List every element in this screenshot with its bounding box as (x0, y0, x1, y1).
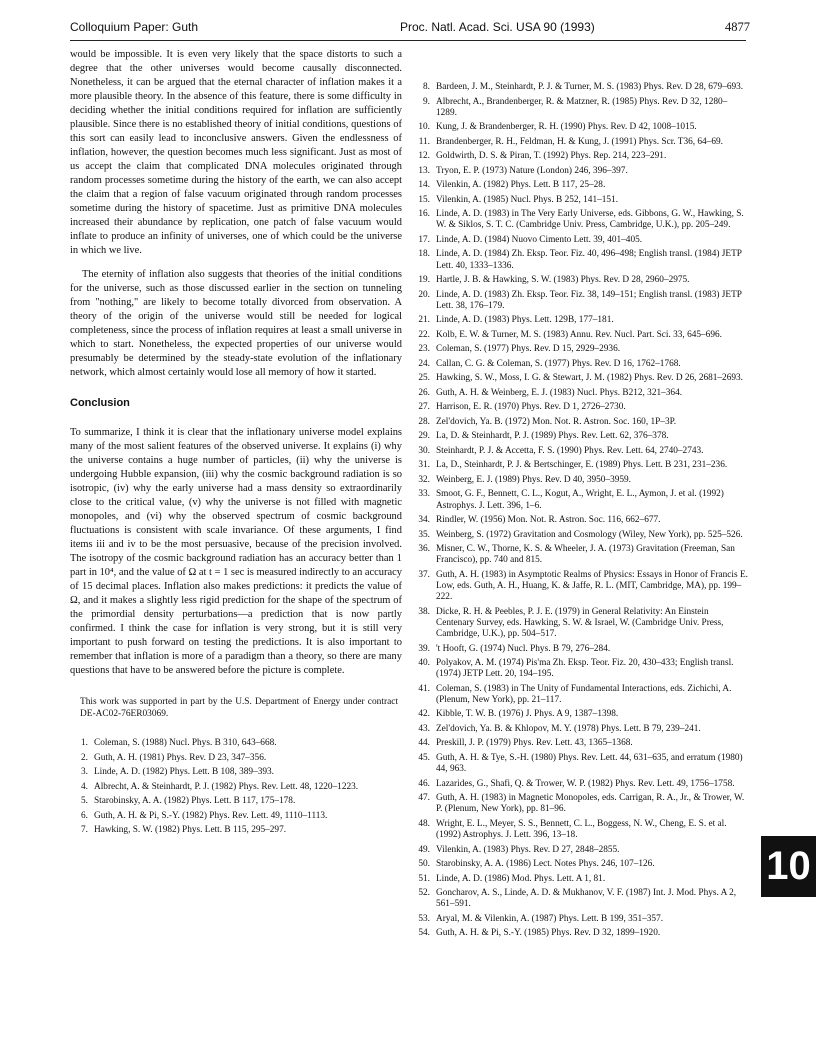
reference-number: 52. (418, 888, 430, 899)
reference-number: 20. (418, 289, 430, 300)
reference-item (412, 738, 748, 749)
reference-number: 28. (418, 416, 430, 427)
reference-text: Coleman, S. (1977) Phys. Rev. D 15, 2929–2936. (436, 344, 621, 355)
reference-number: 45. (418, 752, 430, 763)
reference-number: 40. (418, 658, 430, 669)
reference-item (70, 738, 402, 749)
reference-number: 21. (418, 315, 430, 326)
reference-item (412, 489, 748, 511)
section-heading: Conclusion (70, 397, 130, 409)
reference-item (412, 914, 748, 925)
reference-item (412, 530, 748, 541)
reference-number: 46. (418, 778, 430, 789)
reference-text: La, D., Steinhardt, P. J. & Bertschinger, E. (1989) Phys. Lett. B 231, 231–236. (436, 460, 728, 471)
reference-number: 31. (418, 460, 430, 471)
reference-text: Guth, A. H. (1983) in Asymptotic Realms of Physics: Essays in Honor of Francis E. Low, eds. Guth, A. H., Huang, K. & Jaffe, R. L. (MIT, Cambridge, MA), pp. 199–222. (436, 569, 748, 603)
reference-number: 14. (418, 180, 430, 191)
reference-text: Kung, J. & Brandenberger, R. H. (1990) Phys. Rev. D 42, 1008–1015. (436, 122, 697, 133)
reference-number: 23. (418, 344, 430, 355)
reference-text: Bardeen, J. M., Steinhardt, P. J. & Turner, M. S. (1983) Phys. Rev. D 28, 679–693. (436, 82, 744, 92)
reference-number: 11. (418, 136, 430, 147)
reference-text: Dicke, R. H. & Peebles, P. J. E. (1979) in General Relativity: An Einstein Centenary Survey, eds. Hawking, S. W. & Israel, W. (Cambridge Univ. Press, Cambridge, U.K.), pp. 504–517. (436, 606, 724, 640)
reference-item (412, 97, 748, 119)
reference-text: Linde, A. D. (1982) Phys. Lett. B 108, 389–393. (94, 767, 274, 777)
reference-item (70, 796, 402, 807)
reference-text: Linde, A. D. (1984) Nuovo Cimento Lett. 39, 401–405. (436, 234, 643, 245)
reference-item (70, 753, 402, 764)
reference-item (412, 544, 748, 566)
reference-item (412, 388, 748, 399)
reference-item (412, 195, 748, 206)
reference-text: Preskill, J. P. (1979) Phys. Rev. Lett. 43, 1365–1368. (436, 738, 633, 749)
reference-item (412, 151, 748, 162)
reference-text: Wright, E. L., Meyer, S. S., Bennett, C. L., Boggess, N. W., Cheng, E. S. et al. (1992) Astrophys. J. Lett. 396, 13–18. (436, 818, 727, 841)
reference-item (412, 753, 748, 775)
reference-number: 36. (418, 544, 430, 555)
reference-number: 9. (423, 96, 430, 107)
reference-number: 25. (418, 373, 430, 384)
reference-number: 18. (418, 249, 430, 260)
reference-text: Guth, A. H. & Pi, S.-Y. (1985) Phys. Rev. D 32, 1899–1920. (436, 928, 661, 939)
reference-list-left (70, 738, 402, 836)
reference-text: Hartle, J. B. & Hawking, S. W. (1983) Phys. Rev. D 28, 2960–2975. (436, 275, 690, 286)
reference-number: 49. (418, 844, 430, 855)
reference-text: Albrecht, A., Brandenberger, R. & Matzner, R. (1985) Phys. Rev. D 32, 1280–1289. (436, 96, 728, 118)
reference-number: 50. (418, 859, 430, 870)
reference-item (412, 315, 748, 326)
reference-number: 29. (418, 431, 430, 442)
reference-text: Kolb, E. W. & Turner, M. S. (1983) Annu. Rev. Nucl. Part. Sci. 33, 645–696. (436, 329, 722, 340)
reference-text: Coleman, S. (1988) Nucl. Phys. B 310, 643–668. (94, 738, 277, 748)
reference-text: Polyakov, A. M. (1974) Pis'ma Zh. Eksp. Teor. Fiz. 20, 430–433; English transl. (1974) JETP Lett. 20, 194–195. (436, 658, 734, 680)
reference-text: Guth, A. H. & Pi, S.-Y. (1982) Phys. Rev. Lett. 49, 1110–1113. (94, 810, 328, 821)
reference-text: Starobinsky, A. A. (1986) Lect. Notes Phys. 246, 107–126. (436, 859, 655, 870)
reference-number: 39. (418, 643, 430, 654)
reference-item (412, 122, 748, 133)
reference-item (412, 644, 748, 655)
body-paragraph: The eternity of inflation also suggests that theories of the initial conditions for the universe, such as those discussed earlier in the section on tunneling from "nothing," are likely to become totally divorced from observation. A theory of the origin of the universe would still be needed for logical completeness, since the process of inflation requires at least a small universe in which to start. Nonetheless, the expected properties of our universe would presumably be determined by the steady-state evolution of the inflationary network, which almost certainly would lose all memory of how it started. (70, 269, 402, 378)
reference-number: 37. (418, 569, 430, 580)
reference-item (412, 249, 748, 271)
reference-number: 8. (423, 82, 430, 92)
reference-item (412, 570, 748, 604)
reference-item (412, 709, 748, 720)
section-tab-marker: 10 (761, 836, 816, 897)
reference-number: 13. (418, 165, 430, 176)
reference-item (412, 684, 748, 706)
header-journal: Proc. Natl. Acad. Sci. USA 90 (1993) (400, 20, 595, 34)
reference-item (412, 402, 748, 413)
reference-number: 27. (418, 402, 430, 413)
reference-item (70, 782, 402, 793)
reference-item (412, 373, 748, 384)
reference-item (412, 859, 748, 870)
reference-number: 3. (81, 767, 88, 777)
reference-text: Vilenkin, A. (1985) Nucl. Phys. B 252, 141–151. (436, 194, 619, 205)
reference-number: 47. (418, 793, 430, 804)
acknowledgment: This work was supported in part by the U.S. Department of Energy under contract DE-AC02-76ER03069. (80, 697, 398, 719)
reference-text: Misner, C. W., Thorne, K. S. & Wheeler, J. A. (1973) Gravitation (Freeman, San Francisco), pp. 740 and 815. (436, 544, 735, 566)
reference-item (412, 819, 748, 841)
page-number: 4877 (725, 20, 750, 34)
reference-text: Guth, A. H. & Weinberg, E. J. (1983) Nucl. Phys. B212, 321–364. (436, 387, 683, 398)
reference-item (70, 767, 402, 778)
reference-number: 16. (418, 209, 430, 220)
conclusion-paragraph: To summarize, I think it is clear that the inflationary universe model explains many of the most salient features of the observed universe. It explains (i) why the universe contains a huge number of particles, (ii) why the universe is undergoing Hubble expansion, (iii) why the cosmic background radiation is so isotropic, (iv) why the early universe had a mass density so extraordinarily close to the critical value, (v) why the universe is not filled with magnetic monopoles, and (vi) why the observed spectrum of cosmic background fluctuations is consistent with scale invariance. Of these arguments, I find items iii and iv to be the most persuasive, because of the precision involved. The isotropy of the cosmic background radiation has an accuracy better than 1 part in 10⁴, and the value of Ω at t = 1 sec is measured indirectly to an accuracy of 15 decimal places. Inflation also makes predictions: it predicts the value of Ω, and it makes a slightly less rigid prediction for the shape of the spectrum of the primordial density perturbations—a prediction that is now partly confirmed. I think the case for inflation is very strong, but it is still very important to push forward on testing the predictions. It is also important to remember that inflation is more of a paradigm than a theory, so there are many questions that have to be answered before the picture is complete. (70, 427, 402, 676)
reference-item (412, 460, 748, 471)
reference-text: Coleman, S. (1983) in The Unity of Fundamental Interactions, eds. Zichichi, A. (Plenum, New York), pp. 21–117. (436, 683, 732, 705)
reference-item (412, 515, 748, 526)
reference-item (412, 845, 748, 856)
reference-text: Linde, A. D. (1986) Mod. Phys. Lett. A 1, 81. (436, 873, 606, 884)
reference-number: 33. (418, 489, 430, 500)
reference-item (412, 475, 748, 486)
reference-number: 4. (81, 781, 88, 792)
reference-text: Callan, C. G. & Coleman, S. (1977) Phys. Rev. D 16, 1762–1768. (436, 358, 681, 369)
reference-number: 43. (418, 723, 430, 734)
reference-text: Zel'dovich, Ya. B. (1972) Mon. Not. R. Astron. Soc. 160, 1P–3P. (436, 416, 677, 427)
reference-item (412, 724, 748, 735)
reference-number: 35. (418, 529, 430, 540)
reference-number: 7. (81, 825, 88, 835)
reference-list-right (412, 82, 748, 943)
reference-item (412, 209, 748, 231)
reference-number: 24. (418, 358, 430, 369)
reference-text: Tryon, E. P. (1973) Nature (London) 246, 396–397. (436, 165, 628, 176)
body-paragraph: would be impossible. It is even very likely that the space distorts to such a degree that the other universes would become causally disconnected. Nonetheless, it can be argued that the eternal character of inflation makes it a more plausible theory. In the absence of this feature, there is some difficulty in deciding whether the initial conditions required for inflation are sufficiently plausible. Since there is no established theory of initial conditions, questions of this sort can easily lead to inconclusive answers. Given the endlessness of inflation, however, the question becomes much less significant. Just as most of us accept the claim that complicated DNA molecules originated through random processes sometime during the history of the earth, we can also accept the claim that a region of false vacuum originated through random processes sometime during the history of spacetime. Just as primitive DNA molecules increased their abundance by replication, one patch of false vacuum would inflate to produce an infinity of universes, one of which could be the universe in which we live. (70, 49, 402, 256)
reference-item (412, 180, 748, 191)
header-title: Colloquium Paper: Guth (70, 20, 199, 34)
reference-text: Goncharov, A. S., Linde, A. D. & Mukhanov, V. F. (1987) Int. J. Mod. Phys. A 2, 561–591. (436, 888, 737, 910)
reference-number: 34. (418, 515, 430, 526)
reference-item (412, 166, 748, 177)
reference-item (412, 888, 748, 910)
reference-number: 48. (418, 818, 430, 829)
reference-item (412, 658, 748, 680)
reference-text: Rindler, W. (1956) Mon. Not. R. Astron. Soc. 116, 662–677. (436, 515, 661, 526)
reference-item (412, 290, 748, 312)
reference-text: Linde, A. D. (1983) Zh. Eksp. Teor. Fiz. 38, 149–151; English transl. (1983) JETP Lett. 38, 176–179. (436, 289, 742, 311)
reference-text: Smoot, G. F., Bennett, C. L., Kogut, A., Wright, E. L., Aymon, J. et al. (1992) Astrophys. J. Lett. 396, 1–6. (436, 489, 724, 511)
reference-number: 12. (418, 151, 430, 162)
reference-text: La, D. & Steinhardt, P. J. (1989) Phys. Rev. Lett. 62, 376–378. (436, 431, 669, 442)
reference-text: Albrecht, A. & Steinhardt, P. J. (1982) Phys. Rev. Lett. 48, 1220–1223. (94, 781, 359, 792)
reference-number: 53. (418, 913, 430, 924)
reference-number: 42. (418, 709, 430, 720)
reference-item (412, 137, 748, 148)
reference-text: Guth, A. H. & Tye, S.-H. (1980) Phys. Rev. Lett. 44, 631–635, and erratum (1980) 44, 963. (436, 752, 743, 775)
reference-number: 1. (81, 738, 88, 748)
reference-number: 15. (418, 194, 430, 205)
reference-text: Vilenkin, A. (1982) Phys. Lett. B 117, 25–28. (436, 180, 606, 191)
reference-text: Weinberg, E. J. (1989) Phys. Rev. D 40, 3950–3959. (436, 474, 631, 485)
reference-number: 2. (81, 752, 88, 763)
reference-text: Vilenkin, A. (1983) Phys. Rev. D 27, 2848–2855. (436, 844, 620, 855)
reference-number: 10. (418, 122, 430, 133)
reference-item (412, 793, 748, 815)
reference-item (412, 235, 748, 246)
reference-number: 5. (81, 796, 88, 806)
reference-item (70, 825, 402, 836)
reference-text: Steinhardt, P. J. & Accetta, F. S. (1990) Phys. Rev. Lett. 64, 2740–2743. (436, 445, 704, 456)
reference-text: 't Hooft, G. (1974) Nucl. Phys. B 79, 276–284. (436, 643, 611, 654)
reference-item (412, 874, 748, 885)
reference-item (412, 344, 748, 355)
reference-number: 22. (418, 329, 430, 340)
reference-item (412, 431, 748, 442)
reference-number: 38. (418, 606, 430, 617)
reference-text: Guth, A. H. (1983) in Magnetic Monopoles, eds. Carrigan, R. A., Jr., & Trower, W. P. (Plenum, New York), pp. 81–96. (436, 793, 745, 815)
reference-text: Brandenberger, R. H., Feldman, H. & Kung, J. (1991) Phys. Scr. T36, 64–69. (436, 136, 723, 147)
reference-item (412, 82, 748, 93)
reference-number: 19. (418, 275, 430, 286)
reference-number: 30. (418, 445, 430, 456)
reference-text: Linde, A. D. (1983) in The Very Early Universe, eds. Gibbons, G. W., Hawking, S. W. & Siklos, S. T. C. (Cambridge Univ. Press, Cambridge, U.K.), pp. 205–249. (436, 209, 744, 231)
reference-item (412, 779, 748, 790)
reference-text: Aryal, M. & Vilenkin, A. (1987) Phys. Lett. B 199, 351–357. (436, 913, 664, 924)
reference-text: Lazarides, G., Shafi, Q. & Trower, W. P. (1982) Phys. Rev. Lett. 49, 1756–1758. (436, 778, 735, 789)
reference-text: Linde, A. D. (1984) Zh. Eksp. Teor. Fiz. 40, 496–498; English transl. (1984) JETP Lett. 40, 1333–1336. (436, 249, 742, 271)
reference-text: Goldwirth, D. S. & Piran, T. (1992) Phys. Rep. 214, 223–291. (436, 151, 667, 162)
reference-item (412, 928, 748, 939)
reference-text: Linde, A. D. (1983) Phys. Lett. 129B, 177–181. (436, 315, 614, 326)
reference-number: 6. (81, 810, 88, 821)
reference-item (412, 446, 748, 457)
reference-text: Zel'dovich, Ya. B. & Khlopov, M. Y. (1978) Phys. Lett. B 79, 239–241. (436, 723, 701, 734)
reference-text: Kibble, T. W. B. (1976) J. Phys. A 9, 1387–1398. (436, 709, 619, 720)
reference-number: 32. (418, 474, 430, 485)
reference-item (412, 417, 748, 428)
reference-number: 26. (418, 387, 430, 398)
reference-text: Hawking, S. W., Moss, I. G. & Stewart, J. M. (1982) Phys. Rev. D 26, 2681–2693. (436, 373, 743, 384)
reference-number: 54. (418, 928, 430, 939)
running-header (70, 20, 750, 36)
reference-item (412, 275, 748, 286)
left-column (70, 48, 402, 840)
reference-number: 17. (418, 234, 430, 245)
reference-text: Hawking, S. W. (1982) Phys. Lett. B 115, 295–297. (94, 825, 287, 835)
header-rule (70, 40, 746, 41)
reference-item (70, 811, 402, 822)
reference-number: 44. (418, 738, 430, 749)
reference-number: 41. (418, 683, 430, 694)
reference-text: Starobinsky, A. A. (1982) Phys. Lett. B 117, 175–178. (94, 796, 296, 806)
reference-text: Guth, A. H. (1981) Phys. Rev. D 23, 347–356. (94, 752, 267, 763)
reference-item (412, 607, 748, 641)
reference-text: Harrison, E. R. (1970) Phys. Rev. D 1, 2726–2730. (436, 402, 626, 413)
reference-item (412, 359, 748, 370)
reference-item (412, 330, 748, 341)
reference-number: 51. (418, 873, 430, 884)
reference-text: Weinberg, S. (1972) Gravitation and Cosmology (Wiley, New York), pp. 525–526. (436, 529, 743, 540)
